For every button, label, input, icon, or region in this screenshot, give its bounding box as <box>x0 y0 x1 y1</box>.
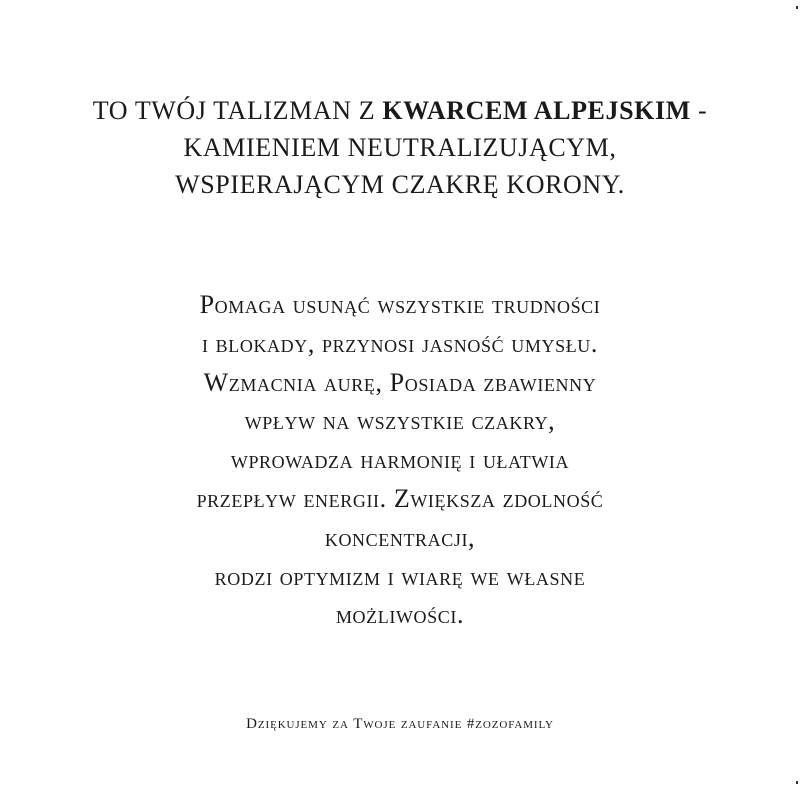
description-line: rodzi optymizm i wiarę we własne <box>214 561 586 591</box>
crop-mark <box>796 6 798 9</box>
intro-line-1-suffix: - <box>690 96 708 125</box>
description-line: Pomaga usunąć wszystkie trudności <box>199 290 601 319</box>
intro-text <box>0 92 800 203</box>
description-line: koncentracji, <box>324 522 476 552</box>
intro-line-1-prefix: TO TWÓJ TALIZMAN Z <box>92 96 383 125</box>
description-line: przepływ energii. Zwiększa zdolność <box>196 483 604 513</box>
stone-name: KWARCEM ALPEJSKIM <box>382 96 691 125</box>
thank-you-footer: Dziękujemy za Twoje zaufanie #zozofamily <box>246 716 554 732</box>
description-line: Wzmacnia aurę, Posiada zbawienny <box>203 367 597 397</box>
intro-line-3: WSPIERAJĄCYM CZAKRĘ KORONY. <box>175 170 625 199</box>
description-line: i blokady, przynosi jasność umysłu. <box>201 328 599 358</box>
description-line: możliwości. <box>335 600 465 630</box>
intro-line-1 <box>0 92 800 129</box>
description-text <box>0 286 800 635</box>
crop-mark <box>796 781 798 784</box>
intro-line-2: KAMIENIEM NEUTRALIZUJĄCYM, <box>183 133 617 162</box>
description-line: wprowadza harmonię i ułatwia <box>230 445 570 475</box>
description-line: wpływ na wszystkie czakry, <box>244 406 556 436</box>
